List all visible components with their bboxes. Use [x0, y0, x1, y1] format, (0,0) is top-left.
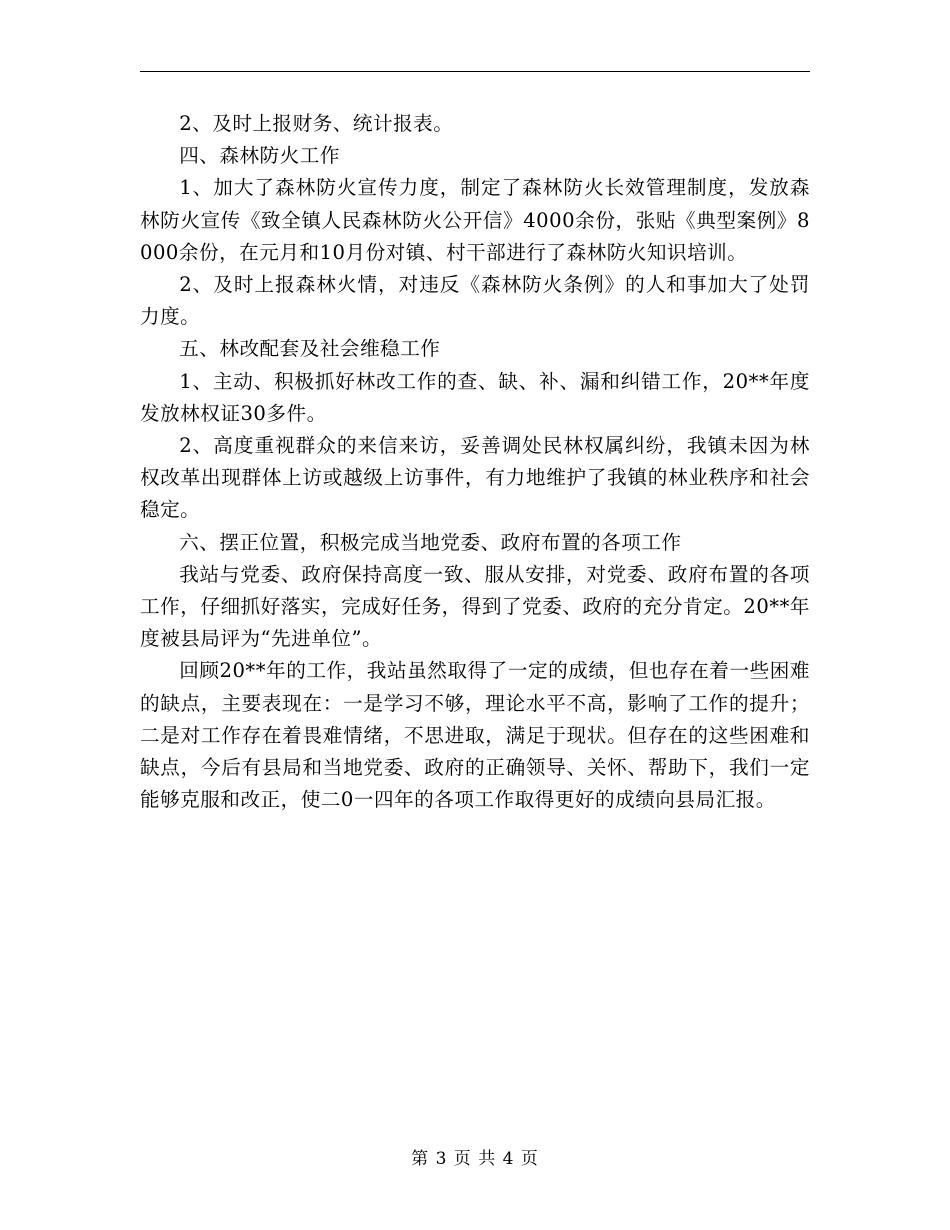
paragraph-fire-reporting: 2、及时上报森林火情，对违反《森林防火条例》的人和事加大了处罚力度。 [140, 273, 810, 329]
paragraph-party-tasks: 我站与党委、政府保持高度一致、服从安排，对党委、政府布置的各项工作，仔细抓好落实，完成好任务，得到了党委、政府的充分肯定。20**年度被县局评为“先进单位”。 [140, 562, 810, 651]
footer-total-pages: 4 [502, 1149, 515, 1169]
section-heading-fire-prevention: 四、森林防火工作 [179, 144, 340, 168]
footer-suffix: 页 [520, 1149, 539, 1169]
paragraph-petitions: 2、高度重视群众的来信来访，妥善调处民林权属纠纷，我镇未因为林权改革出现群体上访或越级上访事件，有力地维护了我镇的林业秩序和社会稳定。 [140, 434, 810, 522]
section-heading-forest-reform: 五、林改配套及社会维稳工作 [179, 337, 441, 361]
section-heading-party-tasks: 六、摆正位置，积极完成当地党委、政府布置的各项工作 [179, 530, 682, 554]
paragraph-report-statistics: 2、及时上报财务、统计报表。 [179, 112, 454, 135]
header-rule [140, 71, 810, 72]
page-footer [0, 1148, 950, 1170]
paragraph-review: 回顾20**年的工作，我站虽然取得了一定的成绩，但也存在着一些困难的缺点，主要表现在：一是学习不够，理论水平不高，影响了工作的提升；二是对工作存在着畏难情绪，不思进取，满足于现状。但存在的这些困难和缺点，今后有县局和当地党委、政府的正确领导、关怀、帮助下，我们一定能够克服和改正，使二0一四年的各项工作取得更好的成绩向县局汇报。 [140, 659, 810, 812]
paragraph-fire-publicity: 1、加大了森林防火宣传力度，制定了森林防火长效管理制度，发放森林防火宣传《致全镇人民森林防火公开信》4000余份，张贴《典型案例》8000余份，在元月和10月份对镇、村干部进行了森林防火知识培训。 [140, 176, 810, 264]
footer-middle: 页 共 [453, 1149, 497, 1169]
paragraph-forest-reform-corrections: 1、主动、积极抓好林改工作的查、缺、补、漏和纠错工作，20**年度发放林权证30多件。 [140, 369, 810, 425]
document-body [140, 108, 810, 816]
footer-current-page: 3 [435, 1149, 448, 1169]
footer-prefix: 第 [411, 1149, 430, 1169]
